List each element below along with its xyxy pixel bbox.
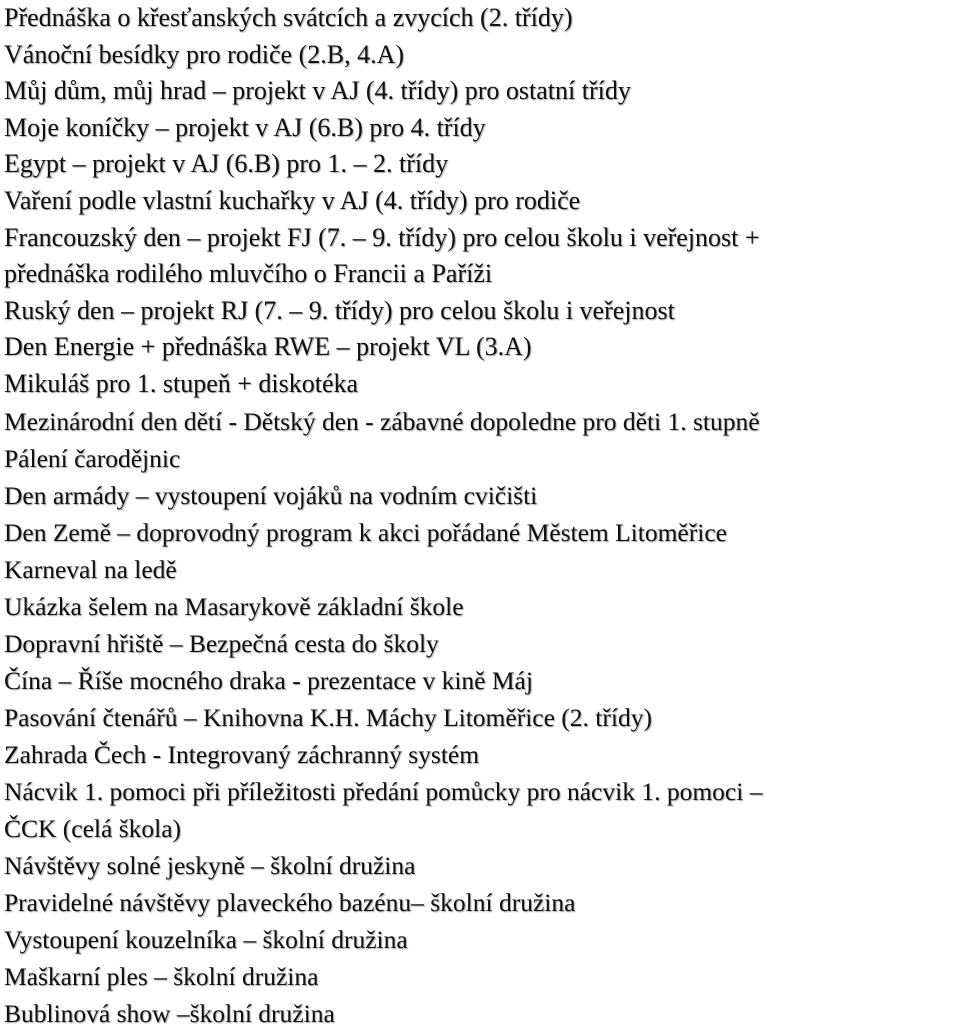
activities-group-1 bbox=[4, 0, 954, 403]
list-item: Nácvik 1. pomoci při příležitosti předání pomůcky pro nácvik 1. pomoci – bbox=[4, 776, 763, 806]
list-item: Den Země – doprovodný program k akci pořádané Městem Litoměřice bbox=[4, 517, 727, 547]
document-body bbox=[4, 0, 954, 1032]
list-item: Můj dům, můj hrad – projekt v AJ (4. třídy) pro ostatní třídy bbox=[4, 76, 631, 106]
list-item: Ruský den – projekt RJ (7. – 9. třídy) pro celou školu i veřejnost bbox=[4, 295, 675, 325]
activities-group-2 bbox=[4, 403, 954, 1032]
list-item: Vaření podle vlastní kuchařky v AJ (4. třídy) pro rodiče bbox=[4, 185, 581, 215]
list-item: Vystoupení kouzelníka – školní družina bbox=[4, 924, 408, 954]
list-item: Zahrada Čech - Integrovaný záchranný systém bbox=[4, 739, 480, 769]
list-item: Ukázka šelem na Masarykově základní škole bbox=[4, 591, 464, 621]
list-item: Den armády – vystoupení vojáků na vodním cvičišti bbox=[4, 480, 538, 510]
list-item: Návštěvy solné jeskyně – školní družina bbox=[4, 850, 416, 880]
list-item: ČCK (celá škola) bbox=[4, 813, 182, 843]
list-item: Maškarní ples – školní družina bbox=[4, 961, 319, 991]
list-item: Moje koníčky – projekt v AJ (6.B) pro 4. třídy bbox=[4, 112, 486, 142]
list-item: Bublinová show –školní družina bbox=[4, 998, 335, 1028]
list-item: Mikuláš pro 1. stupeň + diskotéka bbox=[4, 368, 359, 398]
list-item: Čína – Říše mocného draka - prezentace v kině Máj bbox=[4, 665, 533, 695]
list-item: Přednáška o křesťanských svátcích a zvycích (2. třídy) bbox=[4, 3, 573, 32]
list-item: Vánoční besídky pro rodiče (2.B, 4.A) bbox=[4, 39, 405, 69]
list-item: Mezinárodní den dětí - Dětský den - zábavné dopoledne pro děti 1. stupně bbox=[4, 406, 760, 436]
list-item: Pasování čtenářů – Knihovna K.H. Máchy Litoměřice (2. třídy) bbox=[4, 702, 652, 732]
list-item: Francouzský den – projekt FJ (7. – 9. třídy) pro celou školu i veřejnost + bbox=[4, 222, 760, 252]
list-item: Dopravní hřiště – Bezpečná cesta do školy bbox=[4, 628, 439, 658]
list-item: Egypt – projekt v AJ (6.B) pro 1. – 2. třídy bbox=[4, 149, 449, 179]
list-item: přednáška rodilého mluvčího o Francii a Paříži bbox=[4, 259, 493, 289]
list-item: Den Energie + přednáška RWE – projekt VL (3.A) bbox=[4, 332, 532, 362]
list-item: Pravidelné návštěvy plaveckého bazénu– školní družina bbox=[4, 887, 576, 917]
list-item: Pálení čarodějnic bbox=[4, 443, 181, 473]
list-item: Karneval na ledě bbox=[4, 554, 177, 584]
